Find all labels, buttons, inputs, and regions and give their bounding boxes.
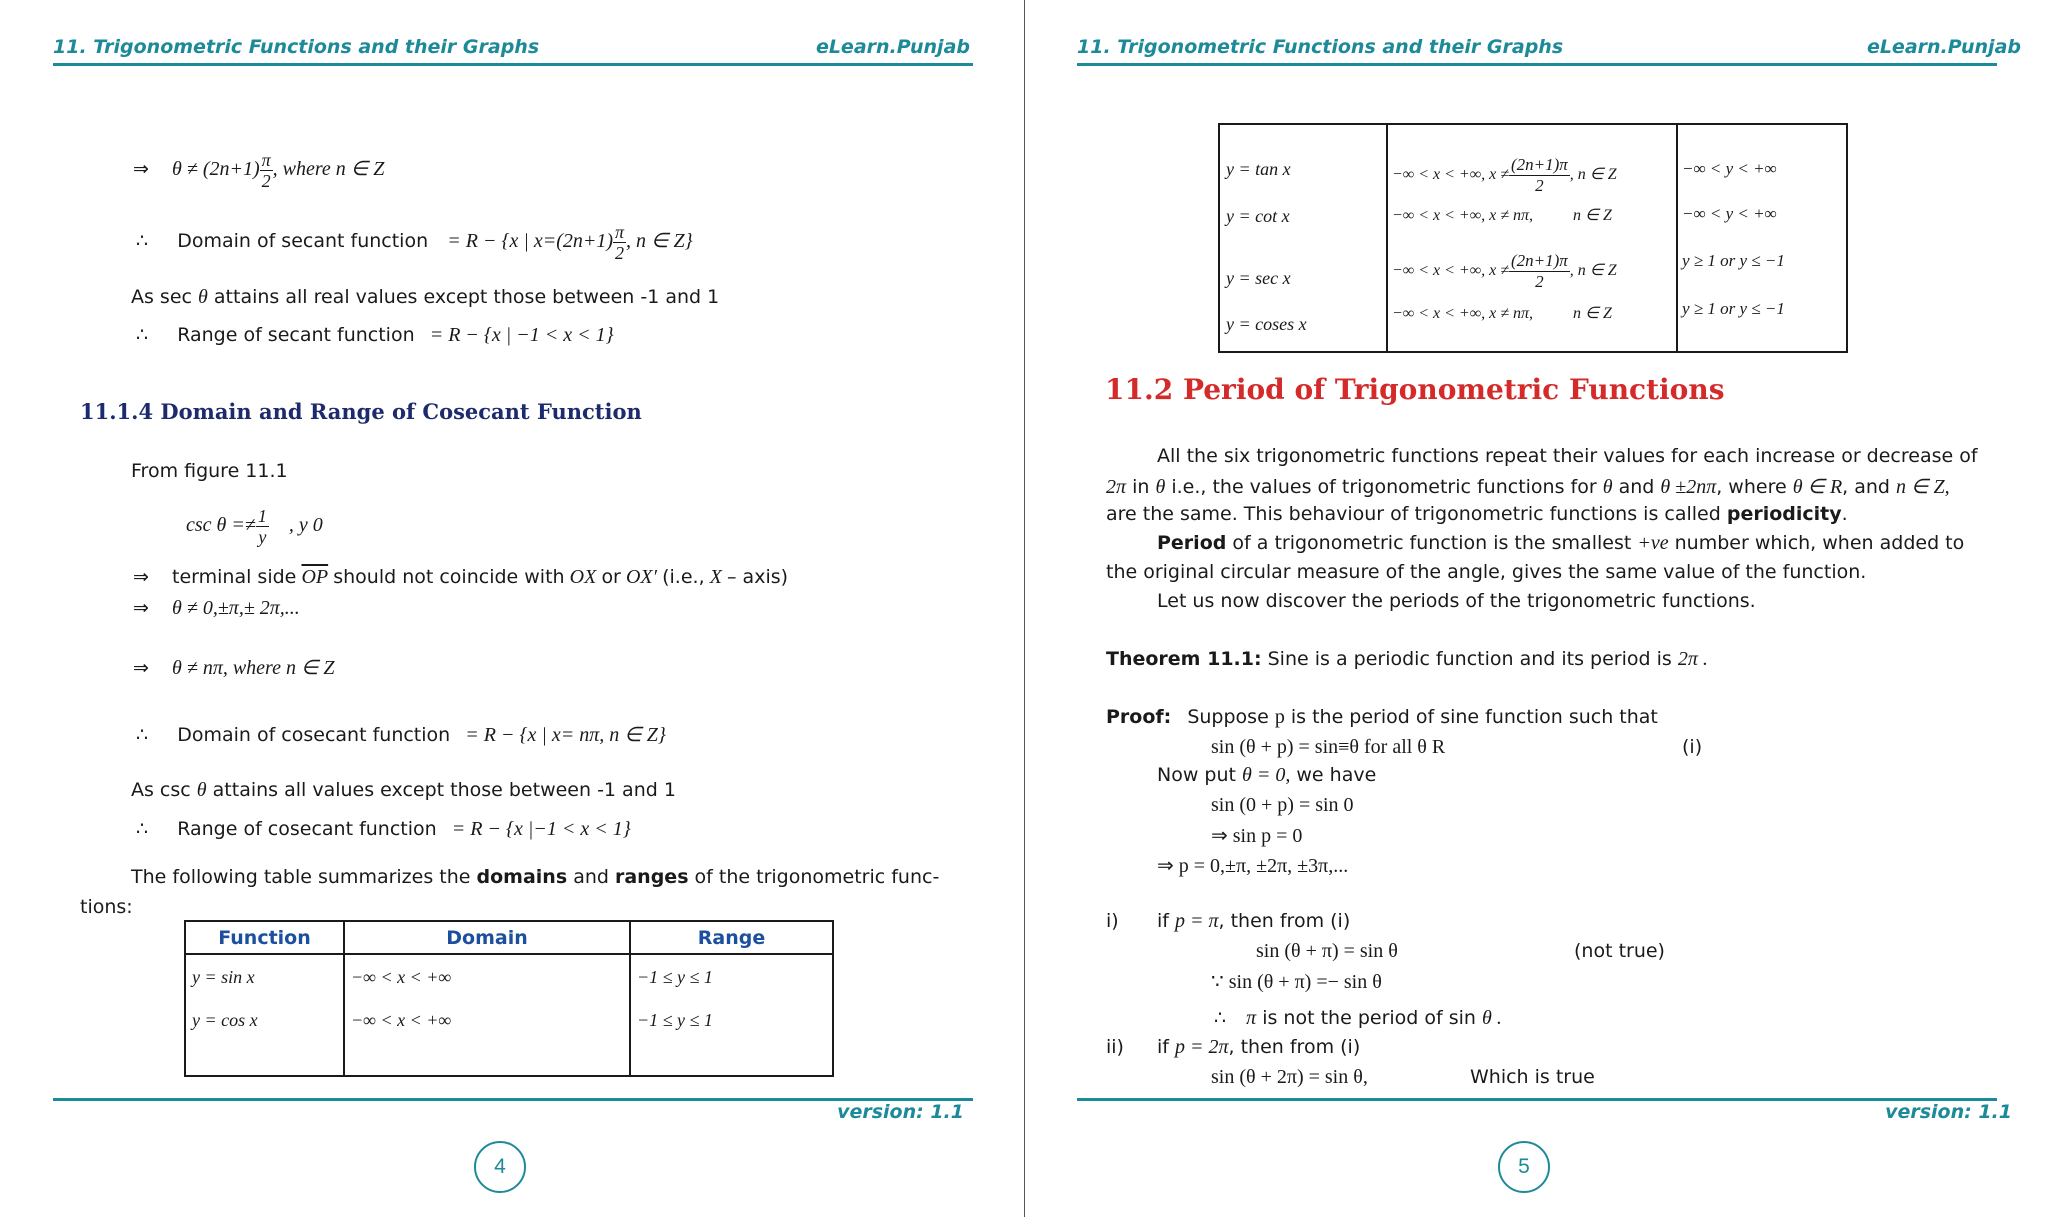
case-ii-label: ii)	[1106, 1036, 1124, 1058]
domain-secant-line: ∴ Domain of secant function = R − {x | x=(2n+1) $\frac{\pi}{2}$ , n ∈ Z}	[136, 222, 693, 263]
equation-i: sin (θ + p) = sin≡θ for all θ R	[1211, 736, 1446, 758]
table-cell-domain: −∞ < x < +∞, x ≠ $\frac{(2n+1)\pi}{2}$ , n ∈ Z	[1392, 155, 1617, 195]
case-ii-equation: sin (θ + 2π) = sin θ,	[1211, 1066, 1368, 1088]
trig-table-continued	[1218, 123, 1848, 353]
equation-p-list: ⇒ p = 0,±π, ±2π, ±3π,...	[1157, 855, 1349, 877]
header-title: 11. Trigonometric Functions and their Graphs	[1077, 36, 1564, 58]
paragraph-3: Let us now discover the periods of the trigonometric functions.	[1157, 590, 1756, 612]
table-cell-range: −∞ < y < +∞	[1682, 204, 1777, 223]
header-brand: eLearn.Punjab	[1866, 36, 2021, 58]
page-number: 5	[1498, 1141, 1550, 1193]
paragraph-1-line-1: All the six trigonometric functions repeat their values for each increase or decrease of	[1157, 445, 1978, 467]
page-number: 4	[474, 1141, 526, 1193]
case-ii-tail: Which is true	[1470, 1066, 1595, 1088]
table-header-function: Function	[185, 921, 344, 954]
table-cell-function: y = cot x	[1226, 206, 1290, 226]
header-rule	[53, 63, 973, 66]
table-cell-function: y = coses x	[1226, 314, 1307, 334]
version-label: version: 1.1	[1885, 1101, 2012, 1123]
table-header-row	[185, 921, 833, 954]
table-cell-range: y ≥ 1 or y ≤ −1	[1682, 299, 1785, 318]
header-title: 11. Trigonometric Functions and their Graphs	[53, 36, 540, 58]
table-cell-function: y = sec x	[1226, 268, 1291, 288]
case-i-equation-2: ∵ sin (θ + π) =− sin θ	[1211, 971, 1382, 993]
equation-sinp: ⇒ sin p = 0	[1211, 825, 1303, 847]
case-i-conclusion: ∴ π is not the period of sin θ .	[1214, 1007, 1502, 1029]
line-theta-neq: ⇒ θ ≠ (2n+1) $\frac{\pi}{2}$ , where n ∈ Z	[133, 150, 385, 191]
case-i-label: i)	[1106, 910, 1119, 932]
case-i-line: if p = π, then from (i)	[1157, 910, 1351, 932]
summary-sentence: The following table summarizes the domains and ranges of the trigonometric func-	[131, 866, 940, 888]
table-cell-range: −∞ < y < +∞	[1682, 159, 1777, 178]
theta-npi-line: ⇒ θ ≠ nπ, where n ∈ Z	[133, 657, 335, 679]
table-cell-domain: −∞ < x < +∞	[351, 967, 452, 987]
right-page	[1026, 0, 2048, 1217]
paragraph-2-line-1: Period of a trigonometric function is the smallest +ve number which, when added to	[1157, 532, 1965, 554]
paragraph-1-line-3: are the same. This behaviour of trigonometric functions is called periodicity.	[1106, 503, 1848, 525]
theta-list-line: ⇒ θ ≠ 0,±π,± 2π,...	[133, 597, 300, 619]
table-cell-function: y = cos x	[192, 1010, 258, 1030]
proof-line: Proof: Suppose p is the period of sine function such that	[1106, 706, 1658, 728]
csc-definition: csc θ =≠ $\frac{1}{y}$ , y 0	[186, 506, 323, 547]
theorem-line: Theorem 11.1: Sine is a periodic function and its period is 2π .	[1106, 648, 1708, 670]
equation-i-tag: (i)	[1682, 736, 1703, 758]
section-heading-period: 11.2 Period of Trigonometric Functions	[1105, 373, 1725, 406]
equation-sin0: sin (0 + p) = sin 0	[1211, 794, 1354, 816]
table-header-range: Range	[630, 921, 833, 954]
header-brand: eLearn.Punjab	[815, 36, 970, 58]
paragraph-2-line-2: the original circular measure of the angle, gives the same value of the function.	[1106, 561, 1867, 583]
header-rule	[1077, 63, 1997, 66]
summary-sentence-cont: tions:	[80, 896, 133, 918]
case-ii-line: if p = 2π, then from (i)	[1157, 1036, 1361, 1058]
table-cell-domain: −∞ < x < +∞, x ≠ nπ, n ∈ Z	[1392, 305, 1612, 322]
table-cell-range: −1 ≤ y ≤ 1	[637, 967, 713, 987]
summary-table	[184, 920, 834, 1077]
table-cell-domain: −∞ < x < +∞, x ≠ $\frac{(2n+1)\pi}{2}$ , n ∈ Z	[1392, 251, 1617, 291]
section-heading-cosecant: 11.1.4 Domain and Range of Cosecant Function	[80, 399, 642, 424]
from-figure: From figure 11.1	[131, 460, 288, 482]
table-cell-domain: −∞ < x < +∞	[351, 1010, 452, 1030]
table-cell-domain: −∞ < x < +∞, x ≠ nπ, n ∈ Z	[1392, 207, 1612, 224]
domain-cosecant-line: ∴ Domain of cosecant function = R − {x | x= nπ, n ∈ Z}	[136, 724, 666, 746]
table-cell-function: y = tan x	[1226, 159, 1291, 179]
table-cell-range: y ≥ 1 or y ≤ −1	[1682, 251, 1785, 270]
secant-range-sentence: As sec θ attains all real values except those between -1 and 1	[131, 286, 720, 308]
paragraph-1-line-2: 2π in θ i.e., the values of trigonometric functions for θ and θ ±2nπ, where θ ∈ R, and n ∈ Z,	[1106, 476, 1950, 498]
footer-rule	[1077, 1098, 1997, 1101]
table-row	[185, 954, 833, 1076]
table-header-domain: Domain	[344, 921, 630, 954]
table-cell-function: y = sin x	[192, 967, 255, 987]
case-i-equation-1: sin (θ + π) = sin θ	[1256, 940, 1398, 962]
case-i-not-true: (not true)	[1574, 940, 1665, 962]
range-secant-line: ∴ Range of secant function = R − {x | −1 < x < 1}	[136, 324, 614, 346]
terminal-side-line: ⇒ terminal side $\overline{OP}$ should not coincide with OX or OX′ (i.e., X – axis)	[133, 566, 789, 588]
now-put-line: Now put θ = 0, we have	[1157, 764, 1377, 786]
table-row	[1219, 124, 1847, 352]
footer-rule	[53, 1098, 973, 1101]
table-cell-range: −1 ≤ y ≤ 1	[637, 1010, 713, 1030]
range-cosecant-line: ∴ Range of cosecant function = R − {x |−1 < x < 1}	[136, 818, 631, 840]
version-label: version: 1.1	[837, 1101, 964, 1123]
cosecant-range-sentence: As csc θ attains all values except those between -1 and 1	[131, 779, 676, 801]
